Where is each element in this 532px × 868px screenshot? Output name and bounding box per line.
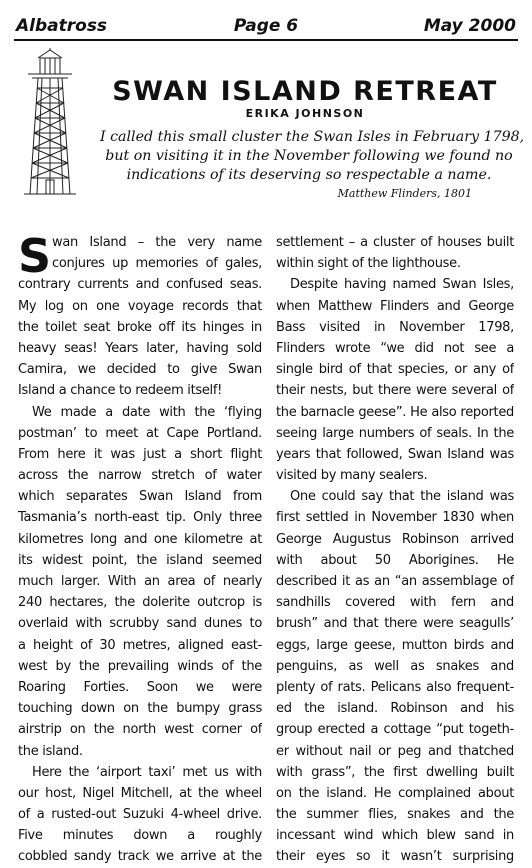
- page-header: [14, 6, 518, 40]
- text-line: kilometres long and one kilometre at: [18, 531, 262, 547]
- text-line: years that followed, Swan Island was: [276, 446, 514, 462]
- text-line: heavy seas! Years later, having sold: [18, 340, 262, 356]
- right-column: [276, 232, 514, 868]
- text-line: across the narrow stretch of water: [18, 468, 262, 484]
- issue-date: May 2000: [423, 16, 516, 36]
- text-line: conjures up memories of gales,: [52, 256, 262, 272]
- text-line: settlement – a cluster of houses built: [276, 235, 514, 250]
- text-line: of a rusted-out Suzuki 4-wheel drive.: [18, 807, 262, 823]
- quote-line: but on visiting it in the November following we found no: [105, 148, 513, 164]
- text-line: cobbled sandy track we arrive at the: [18, 849, 262, 865]
- text-line: much larger. With an area of nearly: [18, 574, 262, 589]
- text-line: seeing large numbers of seals. In the: [276, 425, 514, 441]
- text-line: within sight of the lighthouse.: [276, 256, 461, 272]
- publication-name: Albatross: [16, 16, 108, 36]
- text-line: touching down on the bumpy grass: [18, 701, 262, 717]
- lighthouse-icon: [20, 48, 80, 198]
- quote-attribution: Matthew Flinders, 1801: [337, 187, 472, 200]
- article-title: SWAN ISLAND RETREAT: [112, 76, 498, 107]
- epigraph-quote: [100, 128, 525, 185]
- text-line: overlaid with scrubby sand dunes to: [18, 616, 262, 632]
- text-line: brush” and that there were seagulls’: [276, 616, 514, 632]
- text-line: the toilet seat broke off its hinges in: [18, 319, 262, 335]
- text-line: We made a date with the ‘flying: [32, 404, 262, 420]
- text-line: penguins, as well as snakes and: [276, 658, 514, 674]
- text-line: My log on one voyage records that: [18, 298, 262, 314]
- text-line: with grass”, the first dwelling built: [276, 764, 514, 780]
- text-line: visited by many sealers.: [276, 468, 428, 484]
- text-line: eggs, large geese, mutton birds and: [276, 637, 514, 653]
- text-line: postman’ to meet at Cape Portland.: [18, 425, 262, 441]
- quote-line: indications of its deserving so respectable a name.: [126, 167, 492, 183]
- text-line: which separates Swan Island from: [18, 489, 262, 505]
- text-line: wan Island – the very name: [52, 235, 262, 250]
- text-line: the barnacle geese”. He also reported: [276, 404, 514, 420]
- text-line: contrary currents and confused seas.: [18, 277, 262, 293]
- text-line: Here the ‘airport taxi’ met us with: [32, 764, 262, 780]
- text-line: plenty of rats. Pelicans also frequent-: [276, 679, 514, 695]
- text-line: er without nail or peg and thatched: [276, 743, 514, 759]
- quote-line: I called this small cluster the Swan Isles in February 1798,: [100, 129, 525, 145]
- text-line: sandhills covered with fern and: [276, 595, 514, 611]
- text-line: 240 hectares, the dolerite outcrop is: [18, 595, 262, 611]
- text-line: Roaring Forties. Soon we were: [18, 679, 262, 695]
- text-line: Camira, we decided to give Swan: [18, 362, 262, 378]
- text-line: when Matthew Flinders and George: [276, 298, 514, 314]
- text-line: first settled in November 1830 when: [276, 510, 514, 526]
- left-column: [18, 229, 262, 868]
- text-line: Bass visited in November 1798,: [276, 319, 514, 335]
- text-line: single bird of that species, or any of: [276, 362, 514, 378]
- page-number: Page 6: [233, 16, 299, 36]
- text-line: Flinders wrote “we did not see a: [276, 340, 514, 356]
- text-line: the island.: [18, 743, 83, 759]
- text-line: ed the island. Robinson and his: [276, 701, 514, 717]
- text-line: their nests, but there were several of: [276, 383, 514, 399]
- text-line: described it as an “an assemblage of: [276, 574, 514, 589]
- text-line: Island a chance to redeem itself!: [18, 383, 223, 399]
- text-line: Despite having named Swan Isles,: [290, 277, 514, 293]
- text-line: the summer flies, snakes and the: [276, 807, 514, 823]
- text-line: Five minutes down a roughly: [18, 828, 262, 844]
- header-rule: [14, 39, 518, 41]
- text-line: a height of 30 metres, aligned east-: [18, 637, 262, 653]
- text-line: From here it was just a short flight: [18, 446, 262, 462]
- text-line: on the island. He complained about: [276, 785, 514, 801]
- text-line: airstrip on the north west corner of: [18, 722, 262, 738]
- text-line: west by the prevailing winds of the: [18, 658, 262, 674]
- text-line: Tasmania’s north-east tip. Only three: [18, 510, 262, 526]
- text-line: our host, Nigel Mitchell, at the wheel: [18, 785, 262, 801]
- text-line: One could say that the island was: [290, 489, 514, 505]
- text-line: group erected a cottage “put togeth-: [276, 722, 514, 738]
- text-line: its widest point, the island seemed: [18, 552, 262, 568]
- drop-cap: S: [18, 229, 51, 283]
- text-line: with about 50 Aborigines. He: [276, 552, 514, 568]
- text-line: George Augustus Robinson arrived: [276, 531, 514, 547]
- text-line: incessant wind which blew sand in: [276, 828, 514, 844]
- article-author: ERIKA JOHNSON: [245, 107, 365, 120]
- text-line: their eyes so it wasn’t surprising: [276, 849, 514, 865]
